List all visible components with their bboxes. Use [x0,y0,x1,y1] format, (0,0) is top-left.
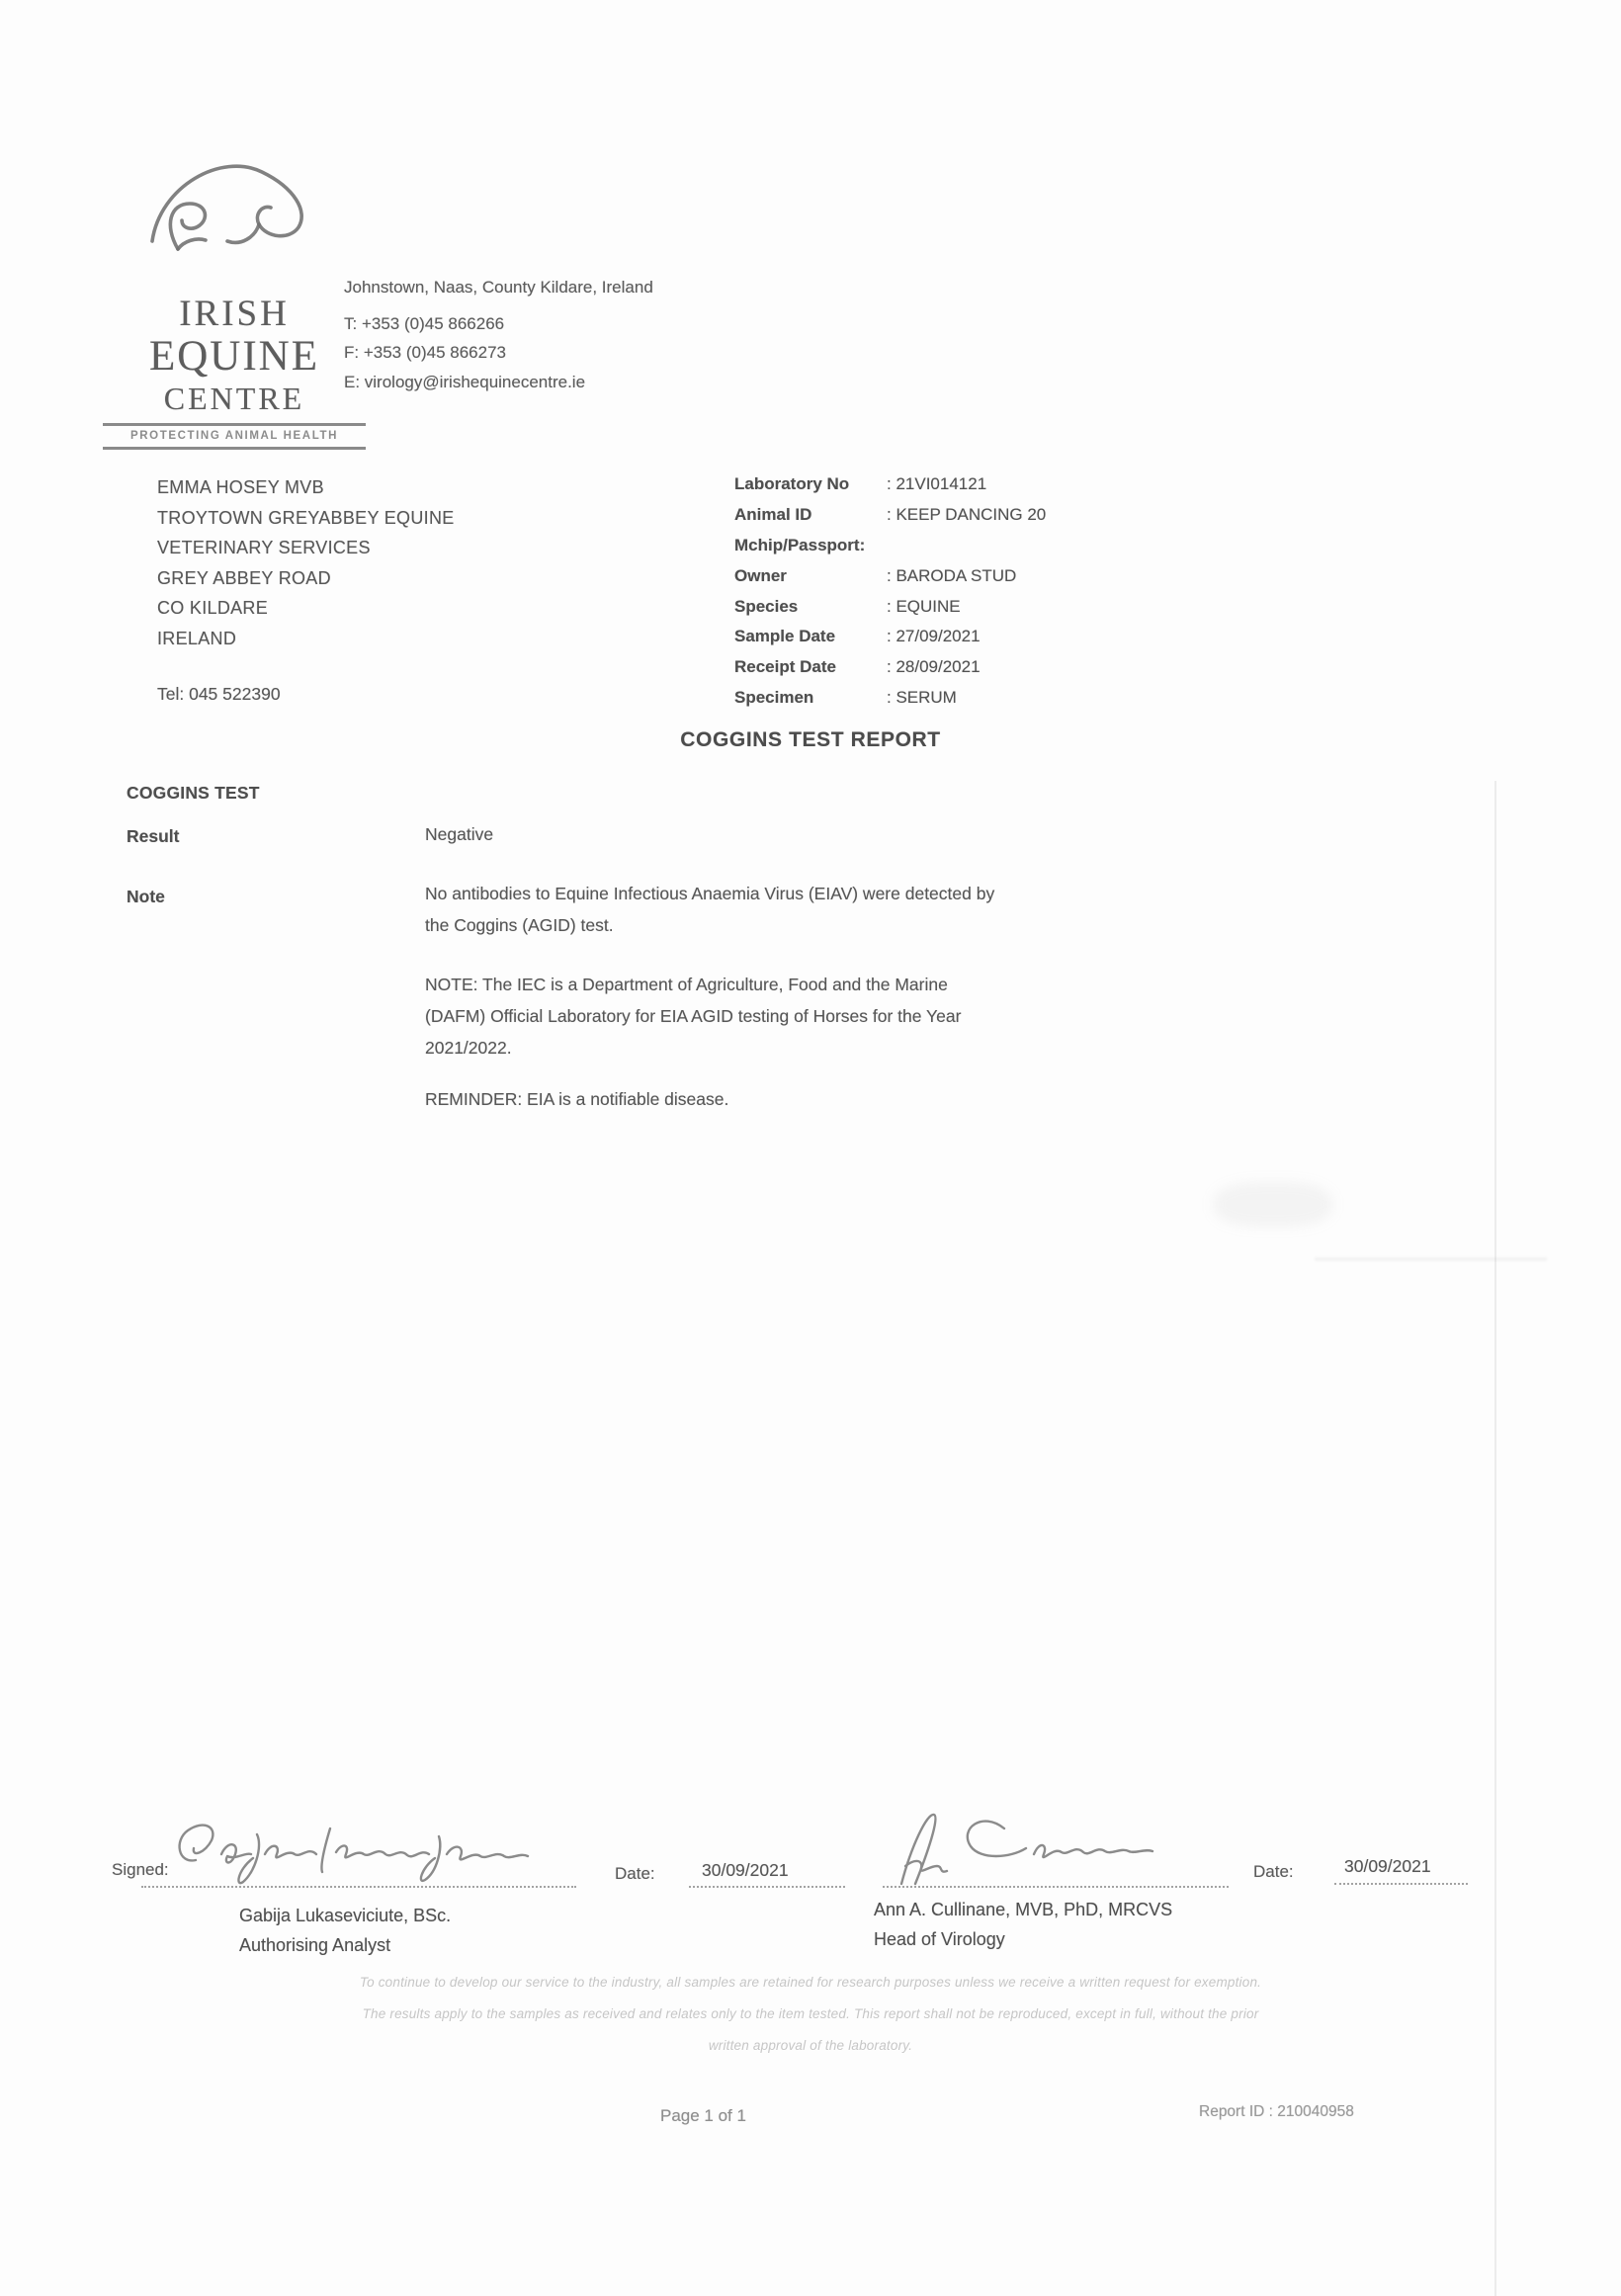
note-text-line: the Coggins (AGID) test. [425,915,614,935]
sample-row [734,474,1466,494]
result-label: Result [127,826,180,846]
date-label: Date: [615,1864,655,1883]
sample-label: Species [734,597,799,616]
sample-row [734,566,1466,586]
sample-label: Receipt Date [734,657,836,676]
sample-value: : KEEP DANCING 20 [887,505,1047,524]
disclaimer-line: written approval of the laboratory. [708,2038,913,2053]
footer-report-id: Report ID : 210040958 [1199,2103,1354,2120]
iec-logo [103,146,366,450]
dafm-note-line: 2021/2022. [425,1038,512,1058]
sample-row [734,536,1466,555]
horse-logo-icon [130,146,338,295]
disclaimer-line: The results apply to the samples as received and relates only to the item tested. This report shall not be reproduced, except in full, without the prior [362,2006,1259,2021]
date-dotted-line [1334,1883,1468,1885]
sample-label: Laboratory No [734,474,850,493]
sample-value: : SERUM [887,688,957,707]
recipient-line: VETERINARY SERVICES [157,538,371,557]
sample-row [734,505,1466,525]
sample-label: Sample Date [734,627,836,645]
reminder-text: REMINDER: EIA is a notifiable disease. [425,1089,729,1109]
analyst-name: Gabija Lukaseviciute, BSc. [239,1906,452,1925]
head-signature-handwriting [878,1801,1194,1892]
date-dotted-line [689,1886,845,1888]
lab-address-line: Johnstown, Naas, County Kildare, Ireland [344,278,653,297]
date-value: 30/09/2021 [702,1860,789,1880]
lab-fax-line: F: +353 (0)45 866273 [344,343,506,362]
result-value: Negative [425,824,494,844]
analyst-signature-handwriting [166,1815,547,1890]
logo-word-centre: CENTRE [163,381,305,416]
date-label: Date: [1253,1862,1294,1881]
dafm-note-line: NOTE: The IEC is a Department of Agriculture, Food and the Marine [425,975,948,994]
disclaimer-line: To continue to develop our service to the industry, all samples are retained for research purposes unless we receive a written request for exemption. [359,1975,1262,1990]
recipient-line: CO KILDARE [157,598,269,618]
recipient-tel: Tel: 045 522390 [157,684,281,704]
lab-contact-block [344,273,653,396]
signed-label: Signed: [112,1860,169,1879]
scan-artifact-vertical-line [1494,781,1496,2296]
sample-row [734,688,1466,708]
signature-dotted-line [883,1886,1229,1888]
logo-word-equine: EQUINE [148,333,319,380]
logo-word-irish: IRISH [179,294,290,334]
recipient-line: IRELAND [157,629,237,648]
dafm-note-line: (DAFM) Official Laboratory for EIA AGID testing of Horses for the Year [425,1006,962,1026]
recipient-line: GREY ABBEY ROAD [157,568,331,588]
analyst-title: Authorising Analyst [239,1935,391,1955]
sample-label: Specimen [734,688,814,707]
sample-value: : BARODA STUD [887,566,1017,585]
sample-row [734,627,1466,646]
scan-artifact-streak [1315,1257,1547,1261]
sample-value: : 21VI014121 [887,474,987,493]
virologist-name: Ann A. Cullinane, MVB, PhD, MRCVS [874,1900,1173,1919]
sample-row [734,657,1466,677]
sample-label: Animal ID [734,505,812,524]
note-text-line: No antibodies to Equine Infectious Anaemia Virus (EIAV) were detected by [425,884,995,903]
date-value: 30/09/2021 [1344,1856,1431,1876]
sample-row [734,597,1466,617]
section-heading: COGGINS TEST [127,783,260,803]
recipient-line: TROYTOWN GREYABBEY EQUINE [157,508,455,528]
signature-dotted-line [141,1886,576,1888]
scan-artifact-smudge [1214,1182,1332,1227]
sample-value: : 28/09/2021 [887,657,981,676]
sample-value: : EQUINE [887,597,961,616]
recipient-line: EMMA HOSEY MVB [157,477,324,497]
sample-label: Owner [734,566,787,585]
footer-page-number: Page 1 of 1 [660,2106,746,2125]
logo-tagline: PROTECTING ANIMAL HEALTH [103,423,366,450]
lab-email-line: E: virology@irishequinecentre.ie [344,372,586,391]
note-label: Note [127,887,165,906]
report-title: COGGINS TEST REPORT [680,728,941,751]
sample-value: : 27/09/2021 [887,627,981,645]
virologist-title: Head of Virology [874,1929,1005,1949]
sample-label: Mchip/Passport: [734,536,866,554]
lab-phone-line: T: +353 (0)45 866266 [344,313,505,333]
